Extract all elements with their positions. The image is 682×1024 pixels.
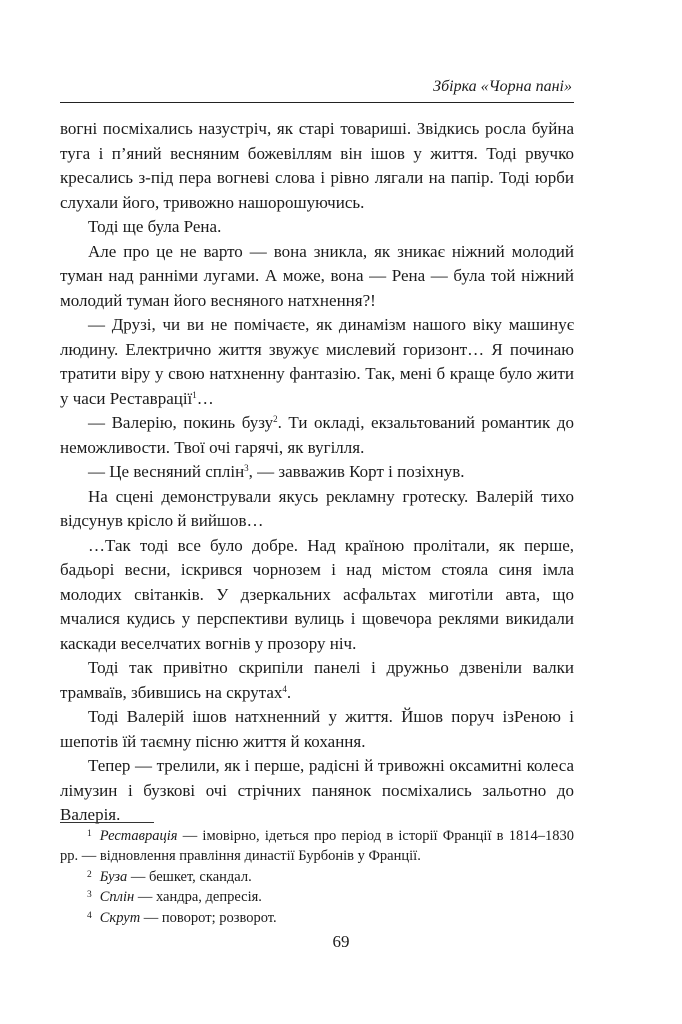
paragraph: — Це весняний сплін$^3$, — завважив Корт і позіхнув.: [88, 462, 465, 481]
footnote: [60, 826, 574, 867]
footnote-ref: 2: [273, 414, 278, 424]
footnote: [60, 908, 574, 928]
running-header: Збірка «Чорна пані»: [433, 78, 572, 95]
paragraph: Але про це не варто — вона зникла, як зникає ніжний молодий туман над ранніми лугами. А може, вона — Рена — була той ніжний молодий туман його весняного натхнення?!: [60, 241, 574, 310]
paragraph: Тоді так привітно скрипіли панелі і дружньо дзвеніли валки трамваїв, збившись на скрутах$^4$.: [60, 658, 574, 702]
footnote-number: 1: [87, 829, 92, 839]
footnote-text: — імовірно, ідеться про період в історії Франції в 1814–1830 рр. — відновлення правління династії Бурбонів у Франції.: [60, 828, 574, 865]
footnote-number: 3: [87, 890, 92, 901]
paragraph: Тоді ще була Рена.: [88, 217, 222, 236]
paragraph: На сцені демонстрували якусь рекламну гротеску. Валерій тихо відсунув крісло й вийшов…: [60, 486, 574, 530]
header-rule: [60, 102, 574, 103]
footnote-text: — поворот; розворот.: [140, 909, 277, 926]
body-text: [60, 117, 574, 828]
footnote-rule: [60, 822, 154, 823]
footnote-term: Скрут: [99, 909, 141, 926]
footnote-term: Буза: [99, 868, 128, 885]
footnotes: [60, 826, 574, 928]
paragraph: вогні посміхались назустріч, як старі товариші. Звідкись росла буйна туга і п’яний весняним божевіллям він ішов у життя. Тоді рвучко кресались з-під пера вогневі слова і рівно лягали на папір. Тоді юрби слухали його, тривожно нашорошуючись.: [60, 119, 574, 212]
footnote-ref: 4: [282, 683, 287, 694]
footnote-term: Сплін: [99, 889, 135, 906]
footnote: [60, 887, 574, 907]
footnote-number: 4: [87, 910, 92, 921]
footnote-number: 2: [87, 869, 92, 880]
paragraph: — Валерію, покинь бузу$^2$. Ти окладі, екзальтований романтик до неможливости. Твої очі гарячі, як вугілля.: [60, 413, 574, 457]
paragraph: Тепер — трелили, як і перше, радісні й тривожні оксамитні колеса лімузин і бузкові очі стрічних панянок посміхались зальотно до Валерія.: [60, 756, 574, 824]
page-number: 69: [332, 932, 350, 951]
paragraph: Тоді Валерій ішов натхненний у життя. Йшов поруч ізРеною і шепотів їй таємну пісню життя й кохання.: [60, 707, 574, 751]
footnote-text: — бешкет, скандал.: [127, 868, 252, 885]
paragraph: …Так тоді все було добре. Над країною пролітали, як перше, бадьорі весни, іскрився чорнозем і над містом стояла синя імла молодих світанків. У дзеркальних асфальтах миготіли авта, що мчалися кудись у перспективи вулиць і щовечора реклями викидали каскади веселчатих вогнів у прозору ніч.: [60, 535, 574, 653]
paragraph: — Друзі, чи ви не помічаєте, як динамізм нашого віку машинує людину. Електрично життя звужує мислевий горизонт… Я починаю тратити віру у свою натхненну фантазію. Так, мені б краще було жити у часи Реставрації$^1$…: [60, 315, 574, 408]
footnote-term: Реставрація: [99, 828, 178, 844]
footnote-ref: 1: [192, 389, 197, 400]
footnote-text: — хандра, депресія.: [134, 889, 262, 906]
footnote-ref: 3: [244, 463, 249, 473]
footnote: [60, 867, 574, 887]
